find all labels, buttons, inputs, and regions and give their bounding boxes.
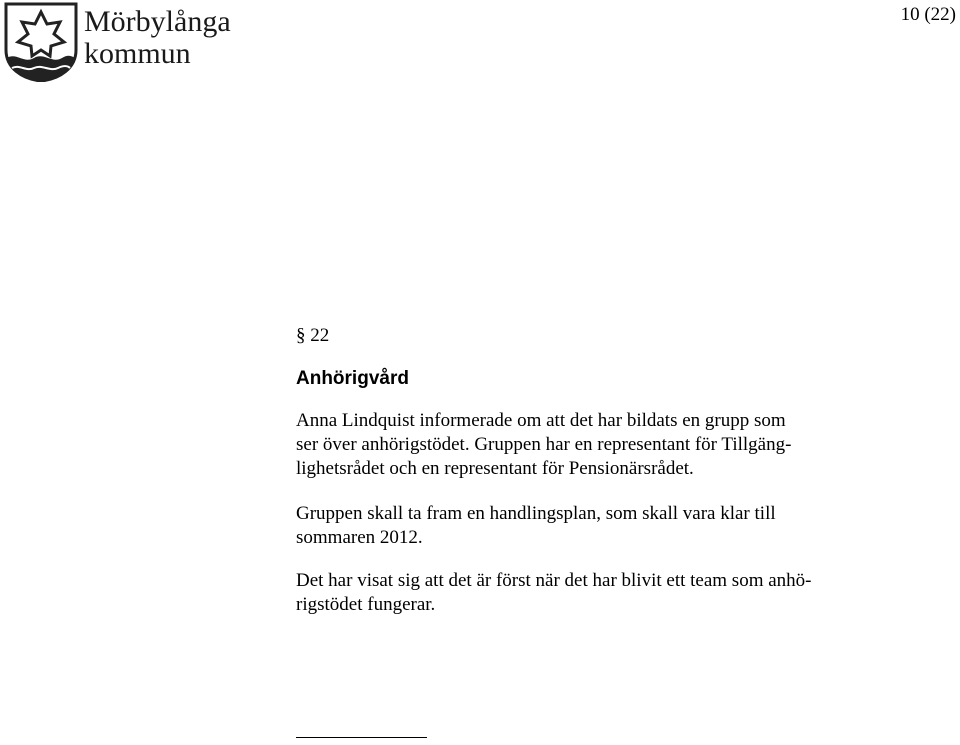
page-number: 10 (22)	[900, 4, 956, 25]
paragraph-3	[296, 569, 896, 617]
paragraph-1	[296, 409, 896, 481]
municipality-logo	[4, 2, 254, 82]
section-heading: Anhörigvård	[296, 368, 409, 389]
paragraph-2	[296, 502, 896, 550]
paragraph-line: Anna Lindquist informerade om att det har bildats en grupp som	[296, 410, 786, 431]
paragraph-line: Gruppen skall ta fram en handlingsplan, som skall vara klar till	[296, 503, 776, 524]
paragraph-line: ser över anhörigstödet. Gruppen har en representant för Tillgäng-	[296, 434, 792, 455]
paragraph-line: sommaren 2012.	[296, 527, 423, 548]
paragraph-line: rigstödet fungerar.	[296, 594, 436, 615]
coat-of-arms-icon	[4, 2, 78, 82]
footer-divider	[296, 737, 427, 738]
section-number: § 22	[296, 325, 330, 346]
logo-line-municipality: Mörbylånga	[84, 5, 231, 38]
paragraph-line: lighetsrådet och en representant för Pensionärsrådet.	[296, 458, 694, 479]
logo-line-kommun: kommun	[84, 37, 191, 70]
logo-wordmark	[84, 6, 231, 70]
paragraph-line: Det har visat sig att det är först när det har blivit ett team som anhö-	[296, 570, 812, 591]
